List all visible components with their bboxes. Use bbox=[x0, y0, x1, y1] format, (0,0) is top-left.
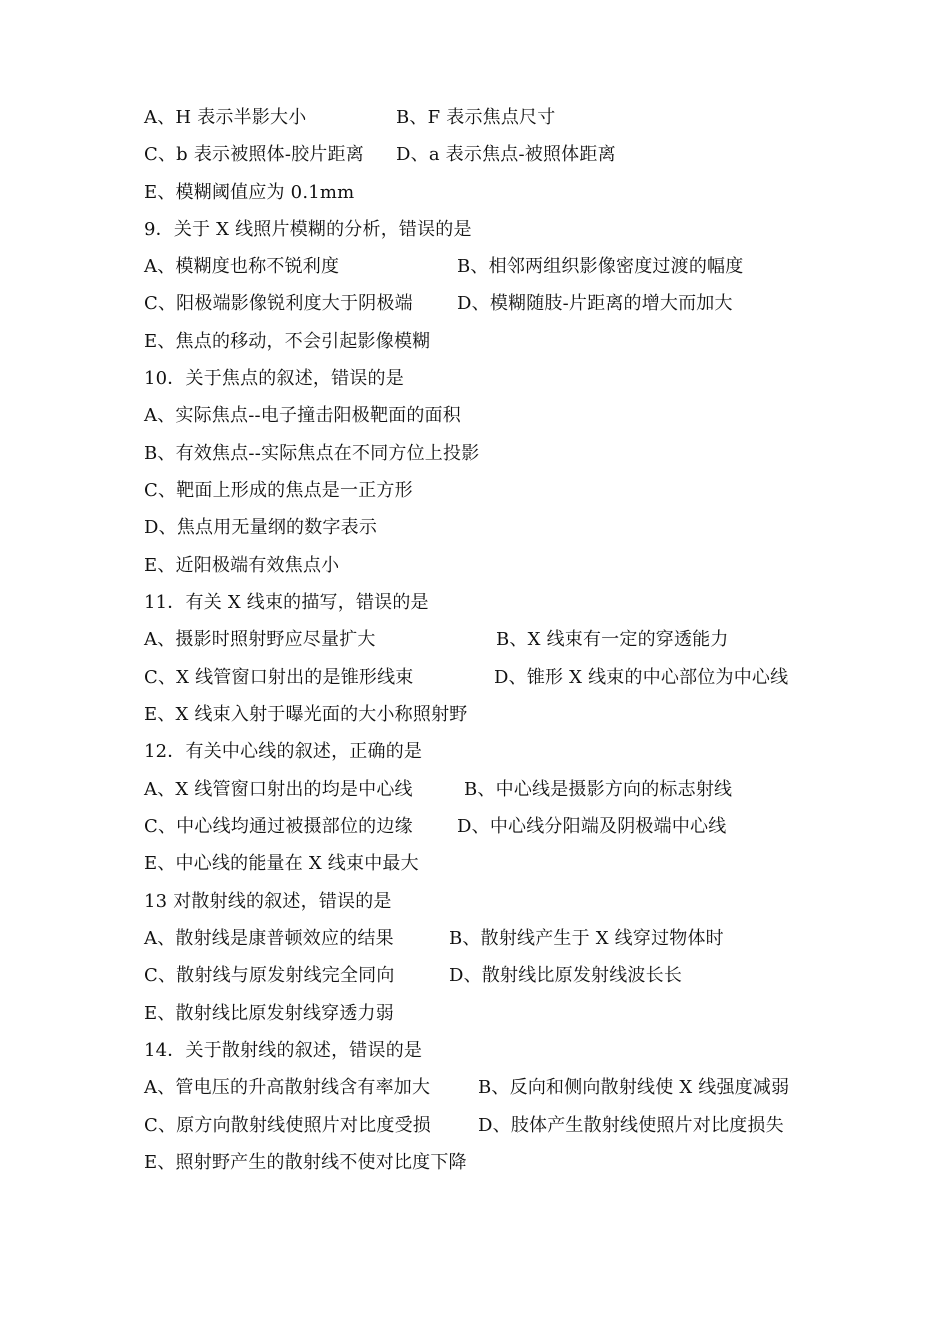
option-a: C、原方向散射线使照片对比度受损 bbox=[144, 1115, 431, 1136]
option-d: D、焦点用无量纲的数字表示 bbox=[144, 517, 378, 538]
option-b: B、有效焦点--实际焦点在不同方位上投影 bbox=[144, 443, 480, 464]
option-a: C、散射线与原发射线完全同向 bbox=[144, 965, 395, 986]
option-a: A、散射线是康普顿效应的结果 bbox=[144, 928, 394, 949]
option-b: B、相邻两组织影像密度过渡的幅度 bbox=[457, 256, 744, 277]
question-text: 9．关于 X 线照片模糊的分析，错误的是 bbox=[144, 219, 472, 240]
option-a: A、管电压的升高散射线含有率加大 bbox=[144, 1077, 431, 1098]
question-text: 10．关于焦点的叙述，错误的是 bbox=[144, 368, 404, 389]
option-a: A、摄影时照射野应尽量扩大 bbox=[144, 629, 376, 650]
question-text: 12．有关中心线的叙述，正确的是 bbox=[144, 741, 423, 762]
option-e: E、散射线比原发射线穿透力弱 bbox=[144, 1003, 394, 1024]
option-e: E、近阳极端有效焦点小 bbox=[144, 555, 340, 576]
question-text: 14．关于散射线的叙述，错误的是 bbox=[144, 1040, 423, 1061]
question-text: 11．有关 X 线束的描写，错误的是 bbox=[144, 592, 429, 613]
option-b: B、F 表示焦点尺寸 bbox=[396, 107, 556, 128]
option-c: C、靶面上形成的焦点是一正方形 bbox=[144, 480, 413, 501]
option-a: A、模糊度也称不锐利度 bbox=[144, 256, 340, 277]
option-b: B、中心线是摄影方向的标志射线 bbox=[464, 779, 733, 800]
option-a: C、X 线管窗口射出的是锥形线束 bbox=[144, 667, 414, 688]
option-a: C、阳极端影像锐利度大于阴极端 bbox=[144, 293, 413, 314]
option-a: E、焦点的移动，不会引起影像模糊 bbox=[144, 331, 431, 352]
option-b: D、肢体产生散射线使照片对比度损失 bbox=[478, 1115, 784, 1136]
option-b: D、模糊随肢-片距离的增大而加大 bbox=[457, 293, 733, 314]
option-b: D、a 表示焦点-被照体距离 bbox=[396, 144, 616, 165]
option-a: A、实际焦点--电子撞击阳极靶面的面积 bbox=[144, 405, 461, 426]
option-a: C、中心线均通过被摄部位的边缘 bbox=[144, 816, 413, 837]
option-a: A、X 线管窗口射出的均是中心线 bbox=[144, 779, 413, 800]
option-b: B、散射线产生于 X 线穿过物体时 bbox=[449, 928, 724, 949]
option-e: E、中心线的能量在 X 线束中最大 bbox=[144, 853, 419, 874]
option-b: D、锥形 X 线束的中心部位为中心线 bbox=[494, 667, 789, 688]
option-a: A、H 表示半影大小 bbox=[144, 107, 307, 128]
option-a: C、b 表示被照体-胶片距离 bbox=[144, 144, 364, 165]
option-e: E、X 线束入射于曝光面的大小称照射野 bbox=[144, 704, 468, 725]
option-b: D、散射线比原发射线波长长 bbox=[449, 965, 683, 986]
option-b: D、中心线分阳端及阴极端中心线 bbox=[457, 816, 727, 837]
option-b: B、反向和侧向散射线使 X 线强度减弱 bbox=[478, 1077, 790, 1098]
option-e: E、照射野产生的散射线不使对比度下降 bbox=[144, 1152, 467, 1173]
question-text: 13 对散射线的叙述，错误的是 bbox=[144, 891, 392, 912]
option-a: E、模糊阈值应为 0.1mm bbox=[144, 182, 355, 203]
option-b: B、X 线束有一定的穿透能力 bbox=[496, 629, 729, 650]
